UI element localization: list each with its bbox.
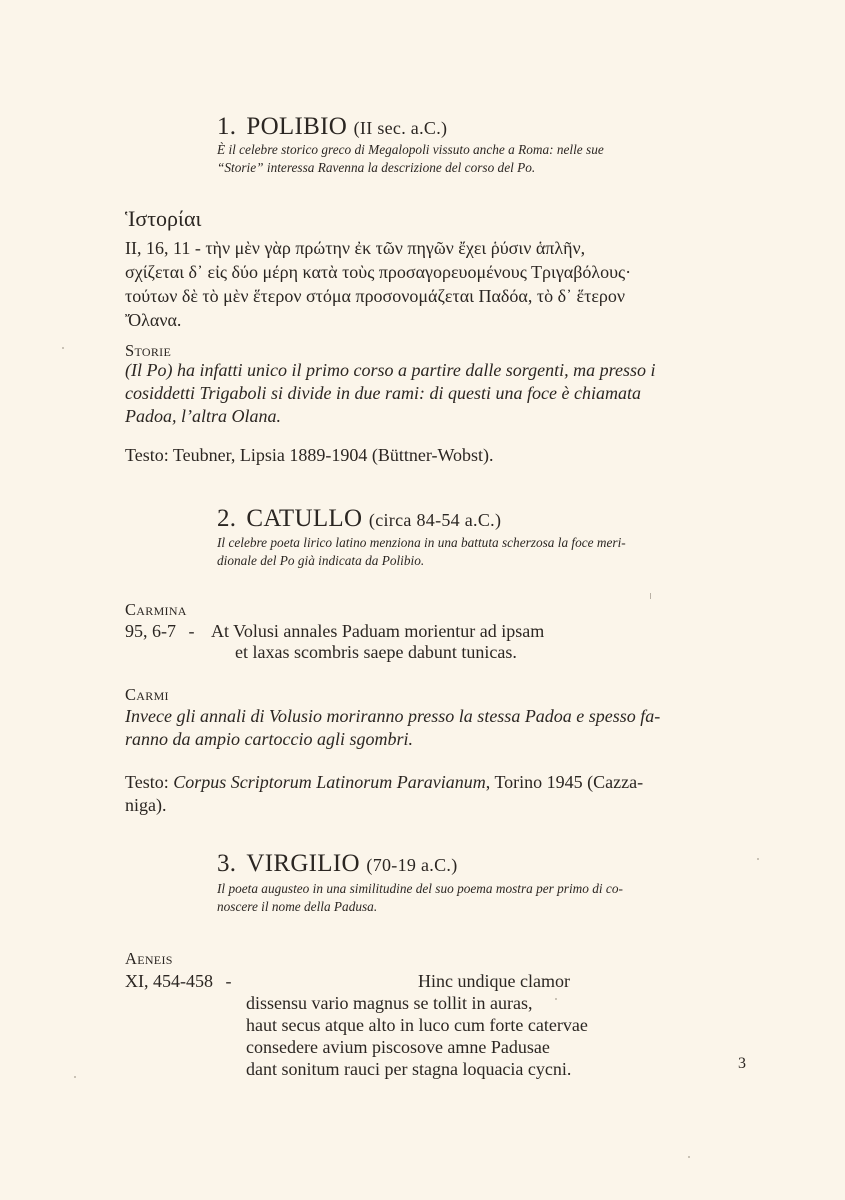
paper-speck — [62, 347, 64, 349]
section-1-author: POLIBIO — [246, 113, 348, 140]
intro-line: noscere il nome della Padusa. — [217, 899, 378, 914]
latin-verse-line: dissensu vario magnus se tollit in auras, — [246, 993, 533, 1013]
section-3-intro — [217, 880, 709, 916]
verse-dash: - — [188, 621, 195, 641]
intro-line: Il celebre poeta lirico latino menziona in una battuta scherzosa la foce meri- — [217, 535, 626, 550]
translation-line: Invece gli annali di Volusio moriranno presso la stessa Padoa e spesso fa- — [125, 706, 661, 726]
greek-work-title: Ἱστορίαι — [125, 206, 202, 231]
section-1-number: 1. — [217, 113, 237, 140]
translation-line: ranno da ampio cartoccio agli sgombri. — [125, 729, 413, 749]
latin-label-carmina: Carmina — [125, 600, 187, 619]
verse-reference: XI, 454-458 — [125, 971, 213, 991]
latin-verse-line: Hinc undique clamor — [418, 971, 570, 991]
latin-verse-line: dant sonitum rauci per stagna loquacia cycni. — [246, 1059, 572, 1079]
translation-label-carmi: Carmi — [125, 685, 169, 704]
source-prefix: Testo: — [125, 772, 174, 792]
section-2-intro — [217, 534, 709, 570]
page-number: 3 — [738, 1055, 746, 1072]
greek-passage — [125, 236, 708, 332]
verse-dash: - — [225, 971, 232, 991]
greek-line: τούτων δὲ τὸ μὲν ἕτερον στόμα προσονομάζεται Παδόα, τὸ δ᾽ ἕτερον — [125, 286, 626, 306]
section-2-number: 2. — [217, 505, 237, 532]
section-2-heading — [217, 505, 501, 533]
source-suffix: , Torino 1945 (Cazza- — [485, 772, 644, 792]
section-3-number: 3. — [217, 850, 237, 877]
source-title: Corpus Scriptorum Latinorum Paravianum — [173, 772, 486, 792]
source-text-1: Testo: Teubner, Lipsia 1889-1904 (Büttner-Wobst). — [125, 445, 494, 465]
section-1-intro — [217, 141, 709, 177]
latin-verse-line: et laxas scombris saepe dabunt tunicas. — [235, 642, 517, 662]
section-3-author: VIRGILIO — [246, 850, 360, 877]
source-line — [125, 771, 709, 794]
paper-speck — [74, 1076, 76, 1078]
section-3-heading — [217, 850, 457, 878]
translation-line: (Il Po) ha infatti unico il primo corso a partire dalle sorgenti, ma presso i — [125, 360, 656, 380]
latin-label-aeneis: Aeneis — [125, 949, 173, 968]
translation-line: Padoa, l’altra Olana. — [125, 406, 281, 426]
paper-speck — [555, 998, 557, 1000]
section-2-author: CATULLO — [246, 505, 363, 532]
section-2-date: (circa 84-54 a.C.) — [368, 510, 502, 530]
paper-speck — [688, 1156, 690, 1158]
verse-reference: 95, 6-7 — [125, 621, 176, 641]
intro-line: dionale del Po già indicata da Polibio. — [217, 553, 425, 568]
greek-line: Ὄλανα. — [125, 310, 182, 330]
paper-speck — [757, 858, 759, 860]
section-1-heading — [217, 113, 447, 141]
greek-line: II, 16, 11 - τὴν μὲν γὰρ πρώτην ἐκ τῶν πηγῶν ἔχει ῥύσιν ἁπλῆν, — [125, 238, 586, 258]
greek-line: σχίζεται δ᾽ εἰς δύο μέρη κατὰ τοὺς προσαγορευομένους Τριγαβόλους· — [125, 262, 632, 282]
latin-reference-virgilio — [125, 970, 232, 992]
section-3-date: (70-19 a.C.) — [366, 855, 458, 875]
latin-verse-line: consedere avium piscosove amne Padusae — [246, 1037, 550, 1057]
translation-label-storie: Storie — [125, 341, 172, 360]
source-line-2: niga). — [125, 795, 167, 815]
intro-line: “Storie” interessa Ravenna la descrizione del corso del Po. — [217, 160, 536, 175]
latin-verse-line: At Volusi annales Paduam morientur ad ipsam — [211, 621, 545, 641]
intro-line: È il celebre storico greco di Megalopoli vissuto anche a Roma: nelle sue — [217, 142, 604, 157]
intro-line: Il poeta augusteo in una similitudine del suo poema mostra per primo di co- — [217, 881, 623, 896]
translation-carmi — [125, 705, 709, 751]
source-text-2 — [125, 771, 709, 817]
translation-storie — [125, 359, 709, 428]
translation-line: cosiddetti Trigaboli si divide in due rami: di questi una foce è chiamata — [125, 383, 641, 403]
latin-verse-line: haut secus atque alto in luco cum forte catervae — [246, 1015, 588, 1035]
paper-speck — [650, 593, 651, 599]
section-1-date: (II sec. a.C.) — [353, 118, 448, 138]
latin-reference-catullo — [125, 620, 195, 642]
